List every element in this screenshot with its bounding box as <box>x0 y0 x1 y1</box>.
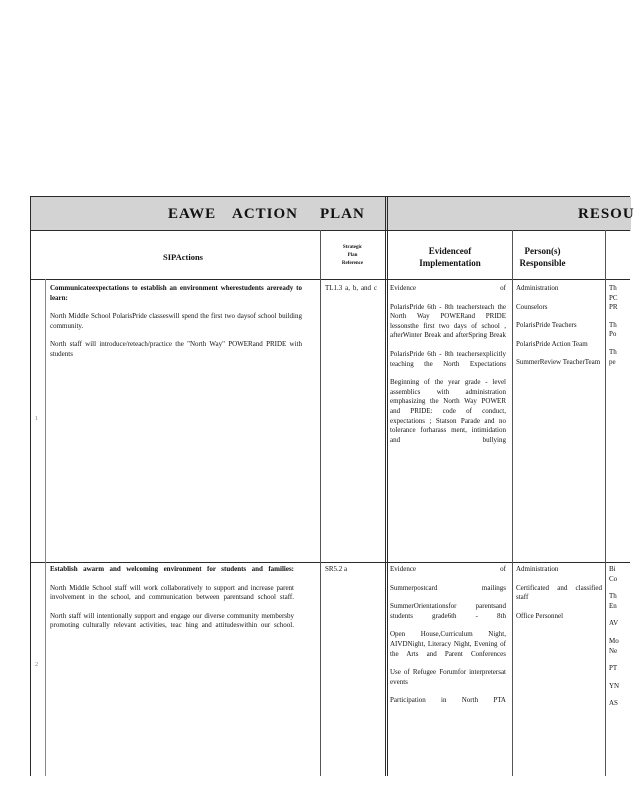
row-1-persons: Administration Counselors PolarisPride Teachers PolarisPride Action Team SummerReview TeacherTeam <box>516 284 601 367</box>
action-title: Communicateexpectations to establish an environment wherestudents areready to learn: <box>50 284 302 302</box>
title-resources: RESOU <box>578 206 635 222</box>
title-word-3: PLAN <box>320 206 365 222</box>
row-2-resources: Bi Co Th En AV Mo Ne PT YN AS <box>609 565 620 708</box>
title-word-1: EAWE <box>168 206 217 222</box>
action-paragraph: North Middle School PolarisPride classeswill spend the first two daysof school building community. <box>50 312 302 330</box>
header-sip-actions: SIPActions <box>163 252 203 262</box>
row-1-resources: Th PC PR Th Po Th pe <box>609 284 618 366</box>
col-divider <box>387 196 388 776</box>
col-divider <box>385 196 386 776</box>
col-divider <box>512 230 513 776</box>
num-col-divider <box>45 279 46 776</box>
title-word-2: ACTION <box>232 206 299 222</box>
row-number: 2 <box>35 662 38 668</box>
action-paragraph: North Middle School staff will work collaboratively to support and increase parent involvement in the school, and communication between parentsand school staff. <box>50 583 294 602</box>
header-divider <box>30 230 630 231</box>
row-2-persons: Administration Certificated and classified staff Office Personnel <box>516 565 602 620</box>
left-border <box>30 196 31 776</box>
row-1-evidence: Evidence of PolarisPride 6th - 8th teachersteach the North Way POWERand PRIDE lessonsthe first two days of school , afterWinter Break and afterSpring Break PolarisPride 6th - 8th teachersexplicitly teaching the North Expectations Beginning of the year grade - level assemblics with administration emphasizing the North Way POWER and PRIDE: code of conduct, expectations ; Statson Parade and no tolerance forharass ment, intimidation and bullying <box>390 284 506 444</box>
header-strategic-plan: Strategic Plan Reference <box>341 245 364 266</box>
row-2-reference: SR5.2 a <box>325 565 348 573</box>
header-evidence: Evidenceof Implementation <box>419 246 481 268</box>
col-divider <box>320 230 321 776</box>
row-divider <box>30 562 630 563</box>
table-border <box>30 196 630 197</box>
row-2-actions <box>50 565 294 640</box>
row-1-reference: TL1.3 a, b, and c <box>325 284 377 292</box>
header-divider <box>30 279 630 280</box>
row-1-actions <box>50 284 302 369</box>
row-number: 1 <box>35 416 38 422</box>
row-2-evidence: Evidence of Summerpostcard mailings SummerOrientationsfor parentsand students grade6th - 8th Open House,Curriculum Night, AIVDNight, Literacy Night, Evening of the Arts and Parent Conferences Use of Refugee Forumfor interpretersat events Participation in North PTA <box>390 565 506 705</box>
header-persons: Person(s) Responsible <box>519 246 566 268</box>
action-paragraph: North staff will introduce/reteach/practice the "North Way" POWERand PRIDE with students <box>50 340 302 358</box>
action-paragraph: North staff will intentionally support and engage our diverse community membersby promoting culturally relevant activities, teac hing and attitudeswithin our school. <box>50 611 294 630</box>
col-divider <box>605 230 606 776</box>
action-title: Establish awarm and welcoming environment for students and families: <box>50 565 294 573</box>
